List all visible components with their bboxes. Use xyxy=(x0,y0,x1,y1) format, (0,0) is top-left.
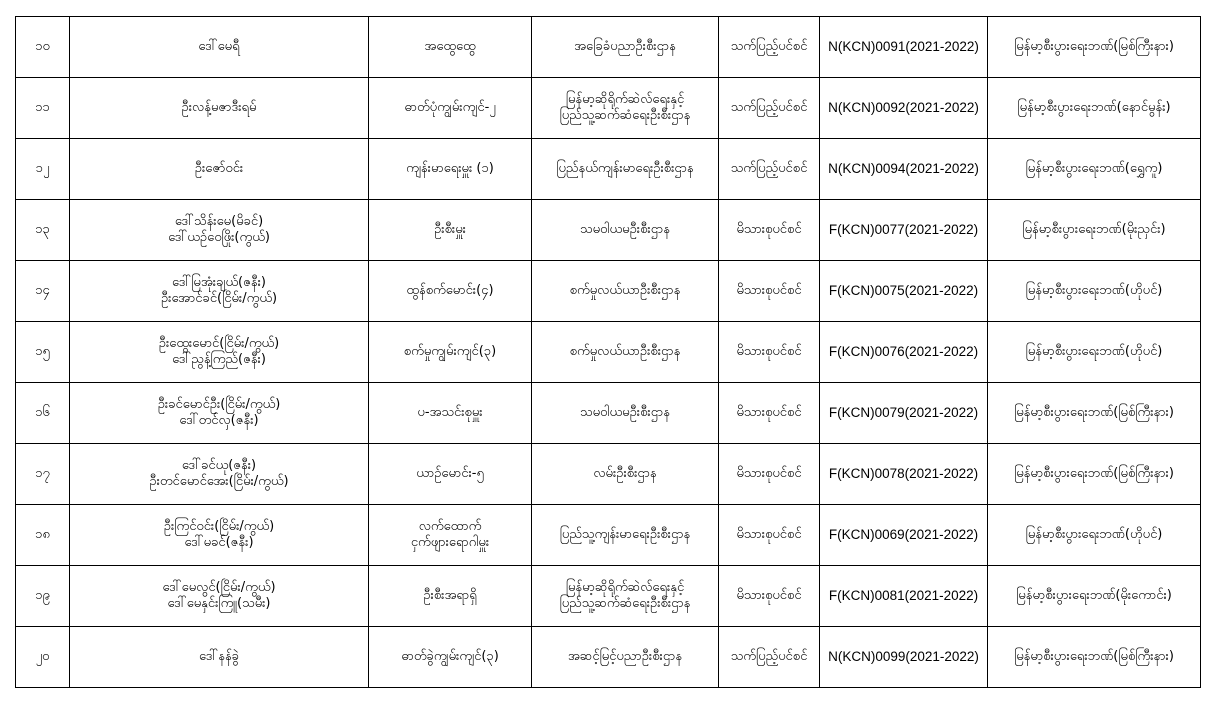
table-row xyxy=(16,383,1201,444)
row-number-cell: ၁၀ xyxy=(16,17,70,78)
table-row xyxy=(16,566,1201,627)
permit-code-cell: F(KCN)0079(2021-2022) xyxy=(820,383,988,444)
table-body xyxy=(16,17,1201,688)
position-cell: လက်ထောက် ငှက်ဖျားရောဂါမှူး xyxy=(369,505,532,566)
bank-branch-cell: မြန်မာ့စီးပွားရေးဘဏ်(နောင်မွန်း) xyxy=(988,78,1201,139)
table-row xyxy=(16,322,1201,383)
row-number-cell: ၁၉ xyxy=(16,566,70,627)
position-cell: ဦးစီးအရာရှိ xyxy=(369,566,532,627)
table-row xyxy=(16,17,1201,78)
person-name-cell: ဦးဇော်ဝင်း xyxy=(70,139,369,200)
permit-code-cell: N(KCN)0092(2021-2022) xyxy=(820,78,988,139)
table-row xyxy=(16,627,1201,688)
department-cell: ပြည်သူ့ကျန်းမာရေးဦးစီးဌာန xyxy=(532,505,719,566)
bank-branch-cell: မြန်မာ့စီးပွားရေးဘဏ်(ဟိုပင်) xyxy=(988,261,1201,322)
row-number-cell: ၁၆ xyxy=(16,383,70,444)
position-cell: စက်မှုကျွမ်းကျင်(၃) xyxy=(369,322,532,383)
department-cell: မြန်မာ့ဆိုရိုက်ဆဲလ်ရေးနှင့် ပြည်သူ့ဆက်ဆံရေးဦးစီးဌာန xyxy=(532,78,719,139)
position-cell: ဓာတ်ခွဲကျွမ်းကျင်(၃) xyxy=(369,627,532,688)
person-name-cell: ဒေါ်မြအုံးချယ်(ဇနီး) ဦးအောင်ခင်(ငြိမ်း/ကွယ်) xyxy=(70,261,369,322)
pension-type-cell: မိသားစုပင်စင် xyxy=(719,566,820,627)
person-name-cell: ဦးလန့်မဇာဒီးရမ် xyxy=(70,78,369,139)
bank-branch-cell: မြန်မာ့စီးပွားရေးဘဏ်(ရွှေကူ) xyxy=(988,139,1201,200)
row-number-cell: ၁၃ xyxy=(16,200,70,261)
bank-branch-cell: မြန်မာ့စီးပွားရေးဘဏ်(မြစ်ကြီးနား) xyxy=(988,444,1201,505)
department-cell: အဆင့်မြင့်ပညာဦးစီးဌာန xyxy=(532,627,719,688)
position-cell: ဓာတ်ပုံကျွမ်းကျင်-၂ xyxy=(369,78,532,139)
table-row xyxy=(16,78,1201,139)
position-cell: ပ-အသင်းစုမှူး xyxy=(369,383,532,444)
table-row xyxy=(16,505,1201,566)
row-number-cell: ၁၇ xyxy=(16,444,70,505)
pension-type-cell: မိသားစုပင်စင် xyxy=(719,505,820,566)
row-number-cell: ၁၁ xyxy=(16,78,70,139)
permit-code-cell: N(KCN)0099(2021-2022) xyxy=(820,627,988,688)
bank-branch-cell: မြန်မာ့စီးပွားရေးဘဏ်(ဟိုပင်) xyxy=(988,505,1201,566)
bank-branch-cell: မြန်မာ့စီးပွားရေးဘဏ်(မြစ်ကြီးနား) xyxy=(988,627,1201,688)
position-cell: ဦးစီးမှူး xyxy=(369,200,532,261)
person-name-cell: ဒေါ်မေရီ xyxy=(70,17,369,78)
department-cell: မြန်မာ့ဆိုရိုက်ဆဲလ်ရေးနှင့် ပြည်သူ့ဆက်ဆံရေးဦးစီးဌာန xyxy=(532,566,719,627)
position-cell: အထွေထွေ xyxy=(369,17,532,78)
pension-type-cell: မိသားစုပင်စင် xyxy=(719,322,820,383)
pension-type-cell: မိသားစုပင်စင် xyxy=(719,383,820,444)
pension-type-cell: သက်ပြည့်ပင်စင် xyxy=(719,78,820,139)
pension-type-cell: မိသားစုပင်စင် xyxy=(719,444,820,505)
bank-branch-cell: မြန်မာ့စီးပွားရေးဘဏ်(မြစ်ကြီးနား) xyxy=(988,383,1201,444)
row-number-cell: ၁၄ xyxy=(16,261,70,322)
pension-type-cell: သက်ပြည့်ပင်စင် xyxy=(719,627,820,688)
department-cell: စက်မှုလယ်ယာဦးစီးဌာန xyxy=(532,261,719,322)
department-cell: ပြည်နယ်ကျန်းမာရေးဦးစီးဌာန xyxy=(532,139,719,200)
department-cell: အခြေခံပညာဦးစီးဌာန xyxy=(532,17,719,78)
position-cell: ယာဉ်မောင်း-၅ xyxy=(369,444,532,505)
person-name-cell: ဒေါ်နန်ခွဲ xyxy=(70,627,369,688)
person-name-cell: ဒေါ်မေလွင်(ငြိမ်း/ကွယ်) ဒေါ်မေနှင်းကြူ(သမီး) xyxy=(70,566,369,627)
position-cell: ကျန်းမာရေးမှူး (၁) xyxy=(369,139,532,200)
department-cell: လမ်းဦးစီးဌာန xyxy=(532,444,719,505)
person-name-cell: ဒေါ်ခင်ယု(ဇနီး) ဦးတင်မောင်အေး(ငြိမ်း/ကွယ်) xyxy=(70,444,369,505)
table-row xyxy=(16,200,1201,261)
person-name-cell: ဒေါ်သိန်းမေ(မိခင်) ဒေါ်ယဉ်ဝေဖြိုး(ကွယ်) xyxy=(70,200,369,261)
permit-code-cell: N(KCN)0094(2021-2022) xyxy=(820,139,988,200)
table-row xyxy=(16,444,1201,505)
pension-type-cell: သက်ပြည့်ပင်စင် xyxy=(719,17,820,78)
pension-type-cell: မိသားစုပင်စင် xyxy=(719,261,820,322)
person-name-cell: ဦးထွေးမောင်(ငြိမ်း/ကွယ်) ဒေါ်ညွန့်ကြည်(ဇနီး) xyxy=(70,322,369,383)
table-row xyxy=(16,139,1201,200)
department-cell: သမဝါယမဦးစီးဌာန xyxy=(532,383,719,444)
permit-code-cell: F(KCN)0081(2021-2022) xyxy=(820,566,988,627)
row-number-cell: ၁၂ xyxy=(16,139,70,200)
bank-branch-cell: မြန်မာ့စီးပွားရေးဘဏ်(မြစ်ကြီးနား) xyxy=(988,17,1201,78)
row-number-cell: ၂၀ xyxy=(16,627,70,688)
table-row xyxy=(16,261,1201,322)
pension-table xyxy=(15,16,1201,688)
permit-code-cell: F(KCN)0069(2021-2022) xyxy=(820,505,988,566)
permit-code-cell: N(KCN)0091(2021-2022) xyxy=(820,17,988,78)
permit-code-cell: F(KCN)0076(2021-2022) xyxy=(820,322,988,383)
department-cell: သမဝါယမဦးစီးဌာန xyxy=(532,200,719,261)
position-cell: ထွန်စက်မောင်း(၄) xyxy=(369,261,532,322)
bank-branch-cell: မြန်မာ့စီးပွားရေးဘဏ်(မိုးညှင်း) xyxy=(988,200,1201,261)
pension-type-cell: မိသားစုပင်စင် xyxy=(719,200,820,261)
department-cell: စက်မှုလယ်ယာဦးစီးဌာန xyxy=(532,322,719,383)
pension-type-cell: သက်ပြည့်ပင်စင် xyxy=(719,139,820,200)
permit-code-cell: F(KCN)0075(2021-2022) xyxy=(820,261,988,322)
person-name-cell: ဦးခင်မောင်ဦး(ငြိမ်း/ကွယ်) ဒေါ်တင်လှ(ဇနီး) xyxy=(70,383,369,444)
row-number-cell: ၁၅ xyxy=(16,322,70,383)
permit-code-cell: F(KCN)0077(2021-2022) xyxy=(820,200,988,261)
person-name-cell: ဦးကြင်ဝင်း(ငြိမ်း/ကွယ်) ဒေါ်မခင်(ဇနီး) xyxy=(70,505,369,566)
permit-code-cell: F(KCN)0078(2021-2022) xyxy=(820,444,988,505)
bank-branch-cell: မြန်မာ့စီးပွားရေးဘဏ်(မိုးကောင်း) xyxy=(988,566,1201,627)
row-number-cell: ၁၈ xyxy=(16,505,70,566)
bank-branch-cell: မြန်မာ့စီးပွားရေးဘဏ်(ဟိုပင်) xyxy=(988,322,1201,383)
